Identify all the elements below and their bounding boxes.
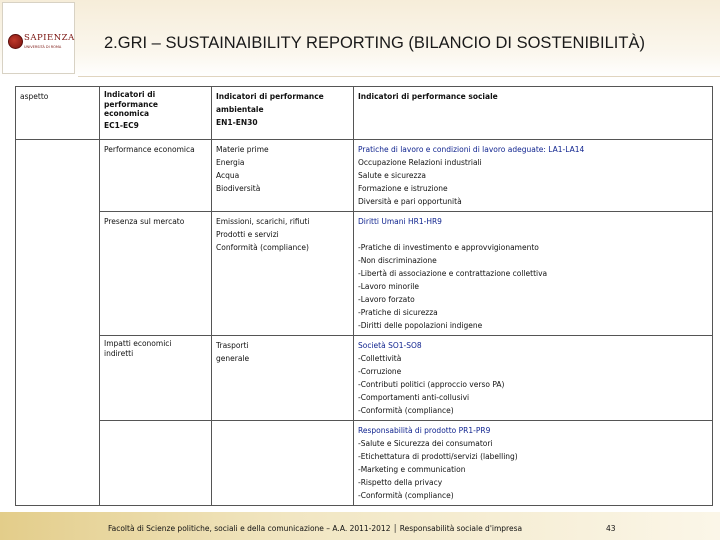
sociale-item: -Etichettatura di prodotti/servizi (labelling) <box>358 452 518 461</box>
gri-table <box>15 86 713 506</box>
economica-item: Performance economica <box>104 145 195 154</box>
sociale-item: -Collettività <box>358 354 402 363</box>
footer-text: Facoltà di Scienze politiche, sociali e della comunicazione – A.A. 2011-2012 │ Responsabilità sociale d'impresa <box>108 524 523 533</box>
header-cell-economica <box>100 87 212 140</box>
slide-title: 2.GRI – SUSTAINAIBILITY REPORTING (BILANCIO DI SOSTENIBILITÀ) <box>104 34 645 52</box>
table-row <box>16 336 713 421</box>
table-row <box>16 212 713 336</box>
ambientale-cell <box>212 140 354 212</box>
sociale-item: Diversità e pari opportunità <box>358 197 462 206</box>
table-row <box>16 140 713 212</box>
sociale-item: -Diritti delle popolazioni indigene <box>358 321 483 330</box>
sociale-item: -Libertà di associazione e contrattazione collettiva <box>358 269 548 278</box>
economica-cell <box>100 140 212 212</box>
header-economica-line: performance <box>104 99 159 109</box>
sociale-item: Formazione e istruzione <box>358 184 448 193</box>
table-row <box>16 421 713 506</box>
sociale-item: -Salute e Sicurezza dei consumatori <box>358 439 493 448</box>
ambientale-cell <box>212 336 354 421</box>
economica-cell <box>100 421 212 506</box>
economica-item: indiretti <box>104 349 134 358</box>
seal-icon <box>8 34 23 49</box>
header-economica-line: economica <box>104 109 150 118</box>
header-ambientale-code: EN1-EN30 <box>216 118 258 127</box>
sociale-item: -Conformità (compliance) <box>358 491 454 500</box>
logo-subtext: UNIVERSITÀ DI ROMA <box>24 45 62 49</box>
ambientale-cell <box>212 212 354 336</box>
ambientale-item: Prodotti e servizi <box>216 230 279 239</box>
header-sociale: Indicatori di performance sociale <box>358 92 498 101</box>
ambientale-item: Biodiversità <box>216 184 261 193</box>
sociale-item: -Lavoro forzato <box>358 295 415 304</box>
sociale-item: -Rispetto della privacy <box>358 478 443 487</box>
sociale-item: -Pratiche di investimento e approvvigionamento <box>358 243 539 252</box>
sociale-heading: Società SO1-SO8 <box>358 341 422 350</box>
economica-cell <box>100 212 212 336</box>
sociale-cell <box>354 140 713 212</box>
title-divider <box>78 76 720 77</box>
header-cell-sociale <box>354 87 713 140</box>
ambientale-item: Energia <box>216 158 245 167</box>
header-cell-aspetto <box>16 87 100 140</box>
header-economica-code: EC1-EC9 <box>104 120 139 130</box>
header-ambientale-line: ambientale <box>216 105 264 114</box>
header-aspetto: aspetto <box>20 92 49 101</box>
ambientale-item: generale <box>216 354 250 363</box>
sociale-item: -Pratiche di sicurezza <box>358 308 438 317</box>
sociale-heading: Diritti Umani HR1-HR9 <box>358 217 442 226</box>
sociale-heading: Responsabilità di prodotto PR1-PR9 <box>358 426 491 435</box>
sociale-item: Occupazione Relazioni industriali <box>358 158 482 167</box>
page-number: 43 <box>606 524 616 533</box>
sociale-item: -Conformità (compliance) <box>358 406 454 415</box>
ambientale-item: Materie prime <box>216 145 269 154</box>
aspetto-cell <box>16 140 100 506</box>
spacer <box>358 228 708 241</box>
economica-cell <box>100 336 212 421</box>
sociale-item: -Corruzione <box>358 367 402 376</box>
university-logo <box>2 2 75 74</box>
sociale-item: Salute e sicurezza <box>358 171 427 180</box>
ambientale-item: Trasporti <box>216 341 249 350</box>
sociale-item: -Lavoro minorile <box>358 282 419 291</box>
economica-item: Presenza sul mercato <box>104 217 185 226</box>
sociale-cell <box>354 336 713 421</box>
table-header-row <box>16 87 713 140</box>
logo-wordmark: SAPIENZA <box>24 33 75 43</box>
ambientale-cell <box>212 421 354 506</box>
sociale-item: -Comportamenti anti-collusivi <box>358 393 470 402</box>
sociale-item: -Non discriminazione <box>358 256 437 265</box>
ambientale-item: Conformità (compliance) <box>216 243 309 252</box>
header-economica-line: Indicatori di <box>104 90 156 99</box>
economica-item: Impatti economici <box>104 339 172 348</box>
ambientale-item: Emissioni, scarichi, rifiuti <box>216 217 310 226</box>
header-cell-ambientale <box>212 87 354 140</box>
sociale-cell <box>354 421 713 506</box>
header-ambientale-line: Indicatori di performance <box>216 92 324 101</box>
ambientale-item: Acqua <box>216 171 240 180</box>
sociale-item: -Marketing e communication <box>358 465 466 474</box>
sociale-heading: Pratiche di lavoro e condizioni di lavoro adeguate: LA1-LA14 <box>358 145 585 154</box>
sociale-cell <box>354 212 713 336</box>
sociale-item: -Contributi politici (approccio verso PA) <box>358 380 505 389</box>
